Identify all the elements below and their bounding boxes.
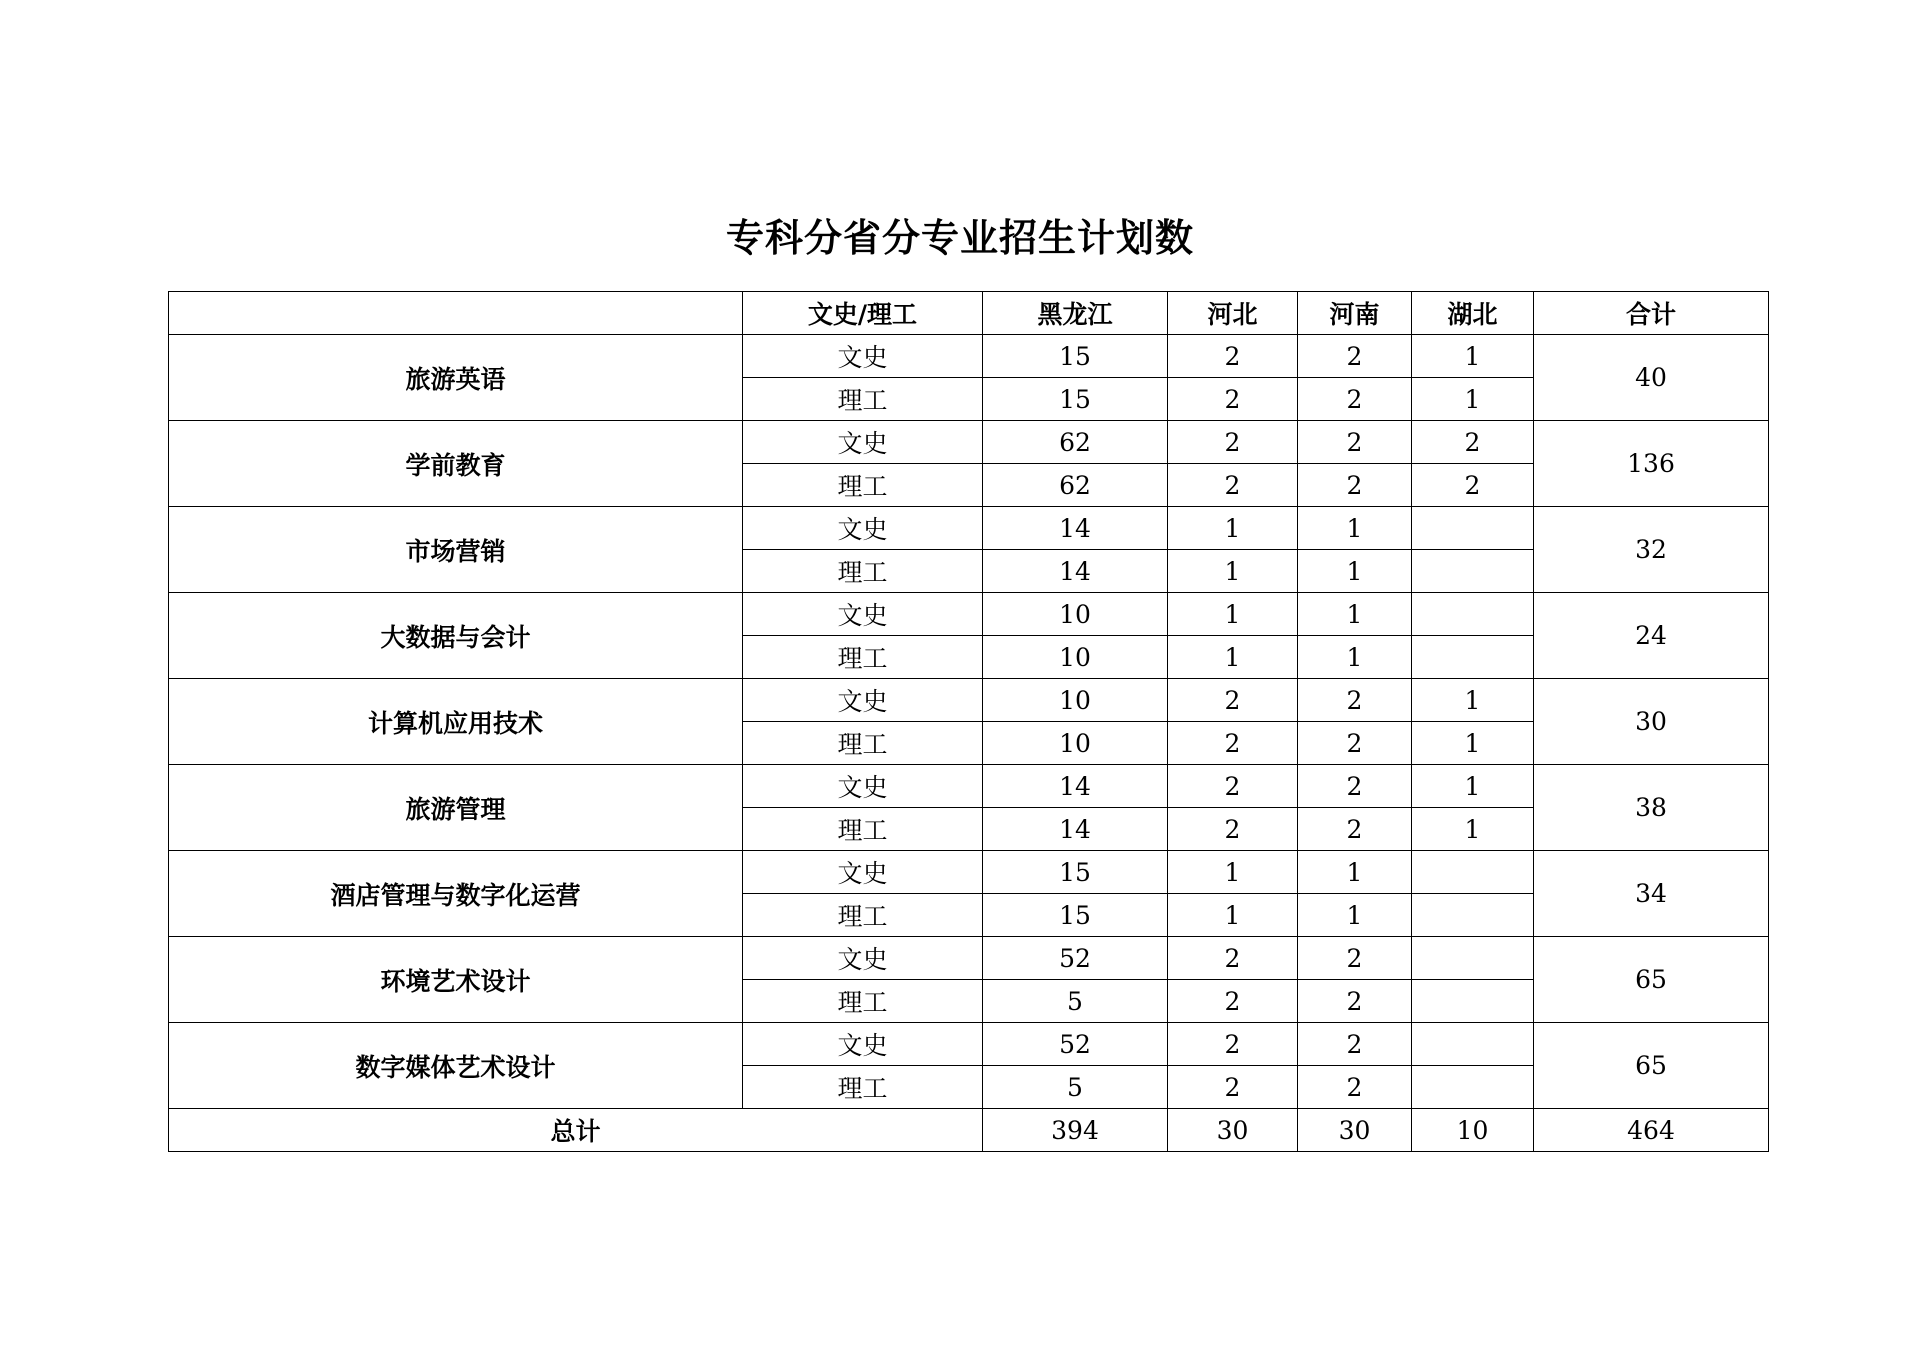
hubei-cell (1412, 894, 1534, 937)
heilongjiang-cell: 52 (983, 1023, 1168, 1066)
heilongjiang-cell: 52 (983, 937, 1168, 980)
track-cell: 文史 (743, 593, 983, 636)
track-cell: 文史 (743, 335, 983, 378)
track-cell: 理工 (743, 636, 983, 679)
table-row (169, 765, 1769, 808)
heilongjiang-cell: 10 (983, 722, 1168, 765)
major-name: 计算机应用技术 (169, 679, 743, 765)
track-cell: 文史 (743, 507, 983, 550)
table-row (169, 421, 1769, 464)
track-cell: 理工 (743, 894, 983, 937)
track-cell: 文史 (743, 937, 983, 980)
header-total: 合计 (1534, 292, 1769, 335)
header-heilongjiang: 黑龙江 (983, 292, 1168, 335)
hebei-cell: 1 (1168, 894, 1298, 937)
table-row (169, 1023, 1769, 1066)
hebei-cell: 1 (1168, 593, 1298, 636)
major-total: 65 (1534, 1023, 1769, 1109)
hebei-cell: 2 (1168, 421, 1298, 464)
track-cell: 文史 (743, 851, 983, 894)
hubei-cell: 2 (1412, 464, 1534, 507)
track-cell: 理工 (743, 980, 983, 1023)
hebei-cell: 2 (1168, 1023, 1298, 1066)
hubei-cell: 1 (1412, 679, 1534, 722)
hubei-cell: 1 (1412, 378, 1534, 421)
heilongjiang-cell: 5 (983, 980, 1168, 1023)
heilongjiang-cell: 14 (983, 765, 1168, 808)
henan-cell: 2 (1298, 937, 1412, 980)
major-total: 65 (1534, 937, 1769, 1023)
header-major (169, 292, 743, 335)
hubei-cell (1412, 636, 1534, 679)
major-name: 学前教育 (169, 421, 743, 507)
henan-cell: 2 (1298, 722, 1412, 765)
henan-cell: 1 (1298, 550, 1412, 593)
header-hebei: 河北 (1168, 292, 1298, 335)
henan-cell: 1 (1298, 851, 1412, 894)
heilongjiang-cell: 15 (983, 378, 1168, 421)
major-total: 30 (1534, 679, 1769, 765)
grand-total-label: 总计 (169, 1109, 983, 1152)
henan-cell: 2 (1298, 378, 1412, 421)
major-total: 136 (1534, 421, 1769, 507)
table-row (169, 851, 1769, 894)
major-name: 市场营销 (169, 507, 743, 593)
henan-cell: 1 (1298, 593, 1412, 636)
hubei-cell: 1 (1412, 808, 1534, 851)
major-name: 酒店管理与数字化运营 (169, 851, 743, 937)
hebei-cell: 2 (1168, 679, 1298, 722)
major-total: 34 (1534, 851, 1769, 937)
hebei-cell: 2 (1168, 808, 1298, 851)
major-total: 40 (1534, 335, 1769, 421)
major-total: 32 (1534, 507, 1769, 593)
major-total: 24 (1534, 593, 1769, 679)
grand-total-sum: 464 (1534, 1109, 1769, 1152)
heilongjiang-cell: 15 (983, 335, 1168, 378)
hebei-cell: 2 (1168, 335, 1298, 378)
hubei-cell (1412, 851, 1534, 894)
henan-cell: 2 (1298, 765, 1412, 808)
major-total: 38 (1534, 765, 1769, 851)
heilongjiang-cell: 10 (983, 636, 1168, 679)
henan-cell: 2 (1298, 421, 1412, 464)
henan-cell: 1 (1298, 507, 1412, 550)
track-cell: 理工 (743, 464, 983, 507)
table-row (169, 593, 1769, 636)
table-header-row (169, 292, 1769, 335)
hebei-cell: 2 (1168, 722, 1298, 765)
heilongjiang-cell: 10 (983, 593, 1168, 636)
hebei-cell: 2 (1168, 464, 1298, 507)
table-row (169, 679, 1769, 722)
table-row (169, 335, 1769, 378)
header-track: 文史/理工 (743, 292, 983, 335)
hubei-cell: 1 (1412, 765, 1534, 808)
henan-cell: 2 (1298, 1066, 1412, 1109)
grand-total-henan: 30 (1298, 1109, 1412, 1152)
major-name: 环境艺术设计 (169, 937, 743, 1023)
header-henan: 河南 (1298, 292, 1412, 335)
grand-total-heilongjiang: 394 (983, 1109, 1168, 1152)
henan-cell: 2 (1298, 464, 1412, 507)
heilongjiang-cell: 14 (983, 808, 1168, 851)
table-row (169, 937, 1769, 980)
major-name: 旅游英语 (169, 335, 743, 421)
major-name: 数字媒体艺术设计 (169, 1023, 743, 1109)
hebei-cell: 1 (1168, 636, 1298, 679)
track-cell: 理工 (743, 808, 983, 851)
track-cell: 文史 (743, 1023, 983, 1066)
henan-cell: 1 (1298, 636, 1412, 679)
henan-cell: 2 (1298, 980, 1412, 1023)
track-cell: 文史 (743, 765, 983, 808)
hubei-cell (1412, 550, 1534, 593)
hubei-cell: 1 (1412, 722, 1534, 765)
major-name: 大数据与会计 (169, 593, 743, 679)
hubei-cell (1412, 1023, 1534, 1066)
hebei-cell: 1 (1168, 550, 1298, 593)
hebei-cell: 1 (1168, 507, 1298, 550)
heilongjiang-cell: 5 (983, 1066, 1168, 1109)
header-hubei: 湖北 (1412, 292, 1534, 335)
heilongjiang-cell: 14 (983, 550, 1168, 593)
henan-cell: 2 (1298, 1023, 1412, 1066)
track-cell: 文史 (743, 679, 983, 722)
track-cell: 理工 (743, 722, 983, 765)
heilongjiang-cell: 15 (983, 894, 1168, 937)
heilongjiang-cell: 14 (983, 507, 1168, 550)
track-cell: 文史 (743, 421, 983, 464)
hebei-cell: 2 (1168, 378, 1298, 421)
hebei-cell: 1 (1168, 851, 1298, 894)
hubei-cell (1412, 980, 1534, 1023)
major-name: 旅游管理 (169, 765, 743, 851)
hubei-cell: 2 (1412, 421, 1534, 464)
heilongjiang-cell: 62 (983, 464, 1168, 507)
grand-total-row (169, 1109, 1769, 1152)
grand-total-hebei: 30 (1168, 1109, 1298, 1152)
enrollment-plan-table (168, 291, 1769, 1152)
henan-cell: 2 (1298, 335, 1412, 378)
document-title: 专科分省分专业招生计划数 (725, 215, 1194, 260)
hebei-cell: 2 (1168, 980, 1298, 1023)
heilongjiang-cell: 62 (983, 421, 1168, 464)
hebei-cell: 2 (1168, 937, 1298, 980)
henan-cell: 2 (1298, 679, 1412, 722)
hubei-cell (1412, 593, 1534, 636)
track-cell: 理工 (743, 1066, 983, 1109)
track-cell: 理工 (743, 378, 983, 421)
hebei-cell: 2 (1168, 765, 1298, 808)
hubei-cell: 1 (1412, 335, 1534, 378)
table-row (169, 507, 1769, 550)
henan-cell: 2 (1298, 808, 1412, 851)
track-cell: 理工 (743, 550, 983, 593)
heilongjiang-cell: 10 (983, 679, 1168, 722)
grand-total-hubei: 10 (1412, 1109, 1534, 1152)
hubei-cell (1412, 507, 1534, 550)
hubei-cell (1412, 1066, 1534, 1109)
hubei-cell (1412, 937, 1534, 980)
henan-cell: 1 (1298, 894, 1412, 937)
heilongjiang-cell: 15 (983, 851, 1168, 894)
hebei-cell: 2 (1168, 1066, 1298, 1109)
